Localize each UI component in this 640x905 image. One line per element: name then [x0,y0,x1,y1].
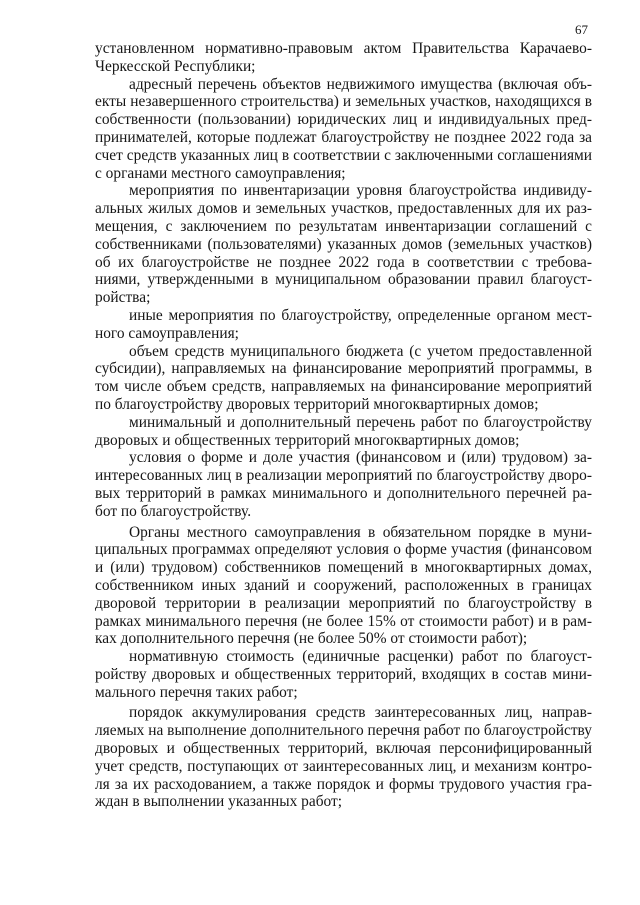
paragraph: объем средств муниципального бюджета (с учетом предоставленной субсидии), направляемых на финансирование мероприятий программы, в том числе объем средств, направляемых на финансирование мероприятий по благоустройству дворовых территорий многоквартирных домов; [95,342,592,413]
paragraph: иные мероприятия по благоустройству, определенные органом местного самоуправления; [95,306,592,342]
paragraph: нормативную стоимость (единичные расценки) работ по благоустройству дворовых и общественных территорий, входящих в состав минимального перечня таких работ; [95,648,592,701]
paragraph: порядок аккумулирования средств заинтересованных лиц, направляемых на выполнение дополнительного перечня работ по благоустройству дворовых и общественных территорий, включая персонифицированный учет средств, поступающих от заинтересованных лиц, и механизм контроля за их расходованием, а также порядок и формы трудового участия граждан в выполнении указанных работ; [95,704,592,811]
paragraph: мероприятия по инвентаризации уровня благоустройства индивидуальных жилых домов и земельных участков, предоставленных для их размещения, с заключением по результатам инвентаризации соглашений с собственниками (пользователями) указанных домов (земельных участков) об их благоустройстве не позднее 2022 года в соответствии с требованиями, утвержденными в муниципальном образовании правил благоустройства; [95,182,592,307]
paragraph: установленном нормативно-правовым актом Правительства Карачаево-Черкесской Республики; [95,40,592,75]
page-number: 67 [575,22,588,37]
paragraph: адресный перечень объектов недвижимого имущества (включая объекты незавершенного строительства) и земельных участков, находящихся в собственности (пользовании) юридических лиц и индивидуальных предпринимателей, которые подлежат благоустройству не позднее 2022 года за счет средств указанных лиц в соответствии с заключенными соглашениями с органами местного самоуправления; [95,75,592,182]
paragraph: Органы местного самоуправления в обязательном порядке в муниципальных программах определяют условия о форме участия (финансовом и (или) трудовом) собственников помещений в многоквартирных домах, собственником иных зданий и сооружений, расположенных в границах дворовой территории в реализации мероприятий по благоустройству в рамках минимального перечня (не более 15% от стоимости работ) и в рамках дополнительного перечня (не более 50% от стоимости работ); [95,523,592,648]
paragraph: минимальный и дополнительный перечень работ по благоустройству дворовых и общественных территорий многоквартирных домов; [95,413,592,449]
document-body [95,40,592,811]
paragraph: условия о форме и доле участия (финансовом и (или) трудовом) заинтересованных лиц в реализации мероприятий по благоустройству дворовых территорий в рамках минимального и дополнительного перечней работ по благоустройству. [95,449,592,520]
